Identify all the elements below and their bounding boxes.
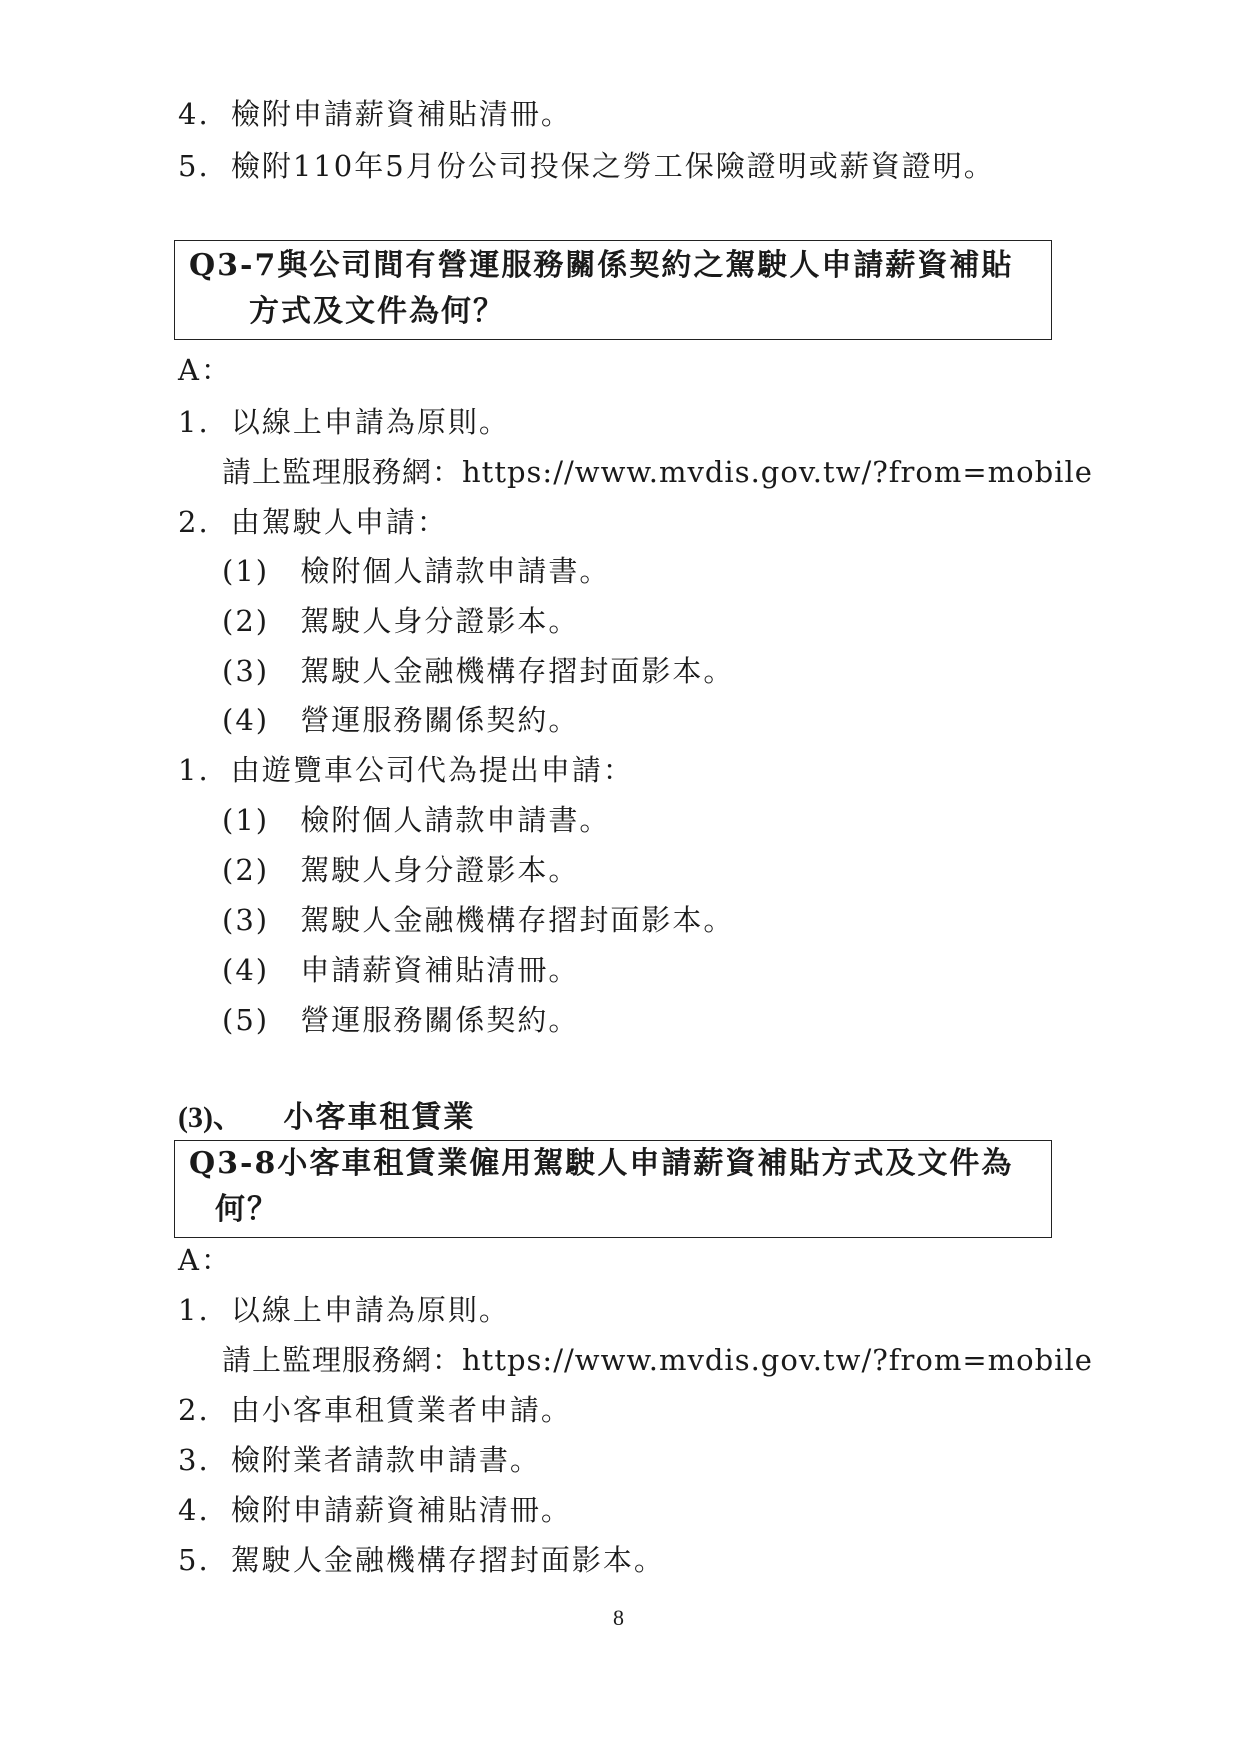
item-number: 1. <box>178 1293 210 1327</box>
list-item <box>178 1490 572 1530</box>
sub-item-text: 營運服務關係契約。 <box>300 1003 580 1037</box>
list-item <box>178 1390 572 1430</box>
section-heading <box>178 1098 475 1138</box>
item-text: 由遊覽車公司代為提出申請： <box>230 753 634 787</box>
question-box-q3-8 <box>174 1140 1052 1238</box>
sub-item <box>222 950 579 990</box>
sub-item-text: 駕駛人金融機構存摺封面影本。 <box>300 654 735 688</box>
item-text: 檢附業者請款申請書。 <box>230 1443 541 1477</box>
section-title: 小客車租賃業 <box>283 1100 476 1135</box>
section-label: (3)、 <box>178 1101 243 1134</box>
sub-item-number: (2) <box>222 604 270 638</box>
service-url-line: 請上監理服務網：https://www.mvdis.gov.tw/?from=mobile <box>222 1343 1093 1377</box>
item-text: 以線上申請為原則。 <box>230 405 510 439</box>
sub-item-text: 申請薪資補貼清冊。 <box>300 953 580 987</box>
sub-item-number: (1) <box>222 803 270 837</box>
list-item <box>178 1440 541 1480</box>
sub-item <box>222 651 734 691</box>
sub-item <box>222 551 610 591</box>
question-title-line2: 何？ <box>215 1192 279 1227</box>
sub-item-number: (5) <box>222 1003 270 1037</box>
item-text: 由小客車租賃業者申請。 <box>230 1393 572 1427</box>
item-number: 4. <box>178 97 210 131</box>
sub-item <box>222 850 579 890</box>
item-number: 5. <box>178 149 210 183</box>
list-item <box>178 750 634 790</box>
sub-item-text: 檢附個人請款申請書。 <box>300 554 611 588</box>
list-item <box>178 1540 665 1580</box>
answer-label: A： <box>178 353 232 387</box>
item-number: 1. <box>178 405 210 439</box>
item-number: 2. <box>178 505 210 539</box>
service-url-line: 請上監理服務網：https://www.mvdis.gov.tw/?from=mobile <box>222 455 1093 489</box>
sub-item <box>222 601 579 641</box>
question-title-line1: Q3-7與公司間有營運服務關係契約之駕駛人申請薪資補貼 <box>189 248 1014 283</box>
answer-label: A： <box>178 1243 232 1277</box>
page-number: 8 <box>613 1605 624 1630</box>
item-number: 2. <box>178 1393 210 1427</box>
sub-item-text: 駕駛人金融機構存摺封面影本。 <box>300 903 735 937</box>
sub-item-number: (3) <box>222 903 270 937</box>
item-text: 駕駛人金融機構存摺封面影本。 <box>230 1543 665 1577</box>
sub-item-number: (4) <box>222 953 270 987</box>
item-text: 檢附申請薪資補貼清冊。 <box>230 97 572 131</box>
list-item <box>178 94 572 134</box>
sub-item <box>222 1000 579 1040</box>
sub-item-text: 駕駛人身分證影本。 <box>300 853 580 887</box>
item-number: 3. <box>178 1443 210 1477</box>
sub-item-number: (3) <box>222 654 270 688</box>
item-number: 4. <box>178 1493 210 1527</box>
item-text: 以線上申請為原則。 <box>230 1293 510 1327</box>
item-text: 由駕駛人申請： <box>230 505 448 539</box>
list-item <box>178 402 510 442</box>
question-title-line2: 方式及文件為何？ <box>249 294 505 329</box>
list-item <box>178 502 448 542</box>
item-number: 1. <box>178 753 210 787</box>
question-box-q3-7 <box>174 240 1052 340</box>
sub-item <box>222 900 734 940</box>
item-text: 檢附110年5月份公司投保之勞工保險證明或薪資證明。 <box>230 149 995 183</box>
item-number: 5. <box>178 1543 210 1577</box>
sub-item-number: (2) <box>222 853 270 887</box>
list-item <box>178 146 995 186</box>
list-item <box>178 1290 510 1330</box>
sub-item-text: 檢附個人請款申請書。 <box>300 803 611 837</box>
sub-item-number: (1) <box>222 554 270 588</box>
item-text: 檢附申請薪資補貼清冊。 <box>230 1493 572 1527</box>
sub-item-number: (4) <box>222 703 270 737</box>
question-title-line1: Q3-8小客車租賃業僱用駕駛人申請薪資補貼方式及文件為 <box>189 1146 1014 1181</box>
sub-item <box>222 800 610 840</box>
sub-item-text: 駕駛人身分證影本。 <box>300 604 580 638</box>
sub-item <box>222 700 579 740</box>
sub-item-text: 營運服務關係契約。 <box>300 703 580 737</box>
